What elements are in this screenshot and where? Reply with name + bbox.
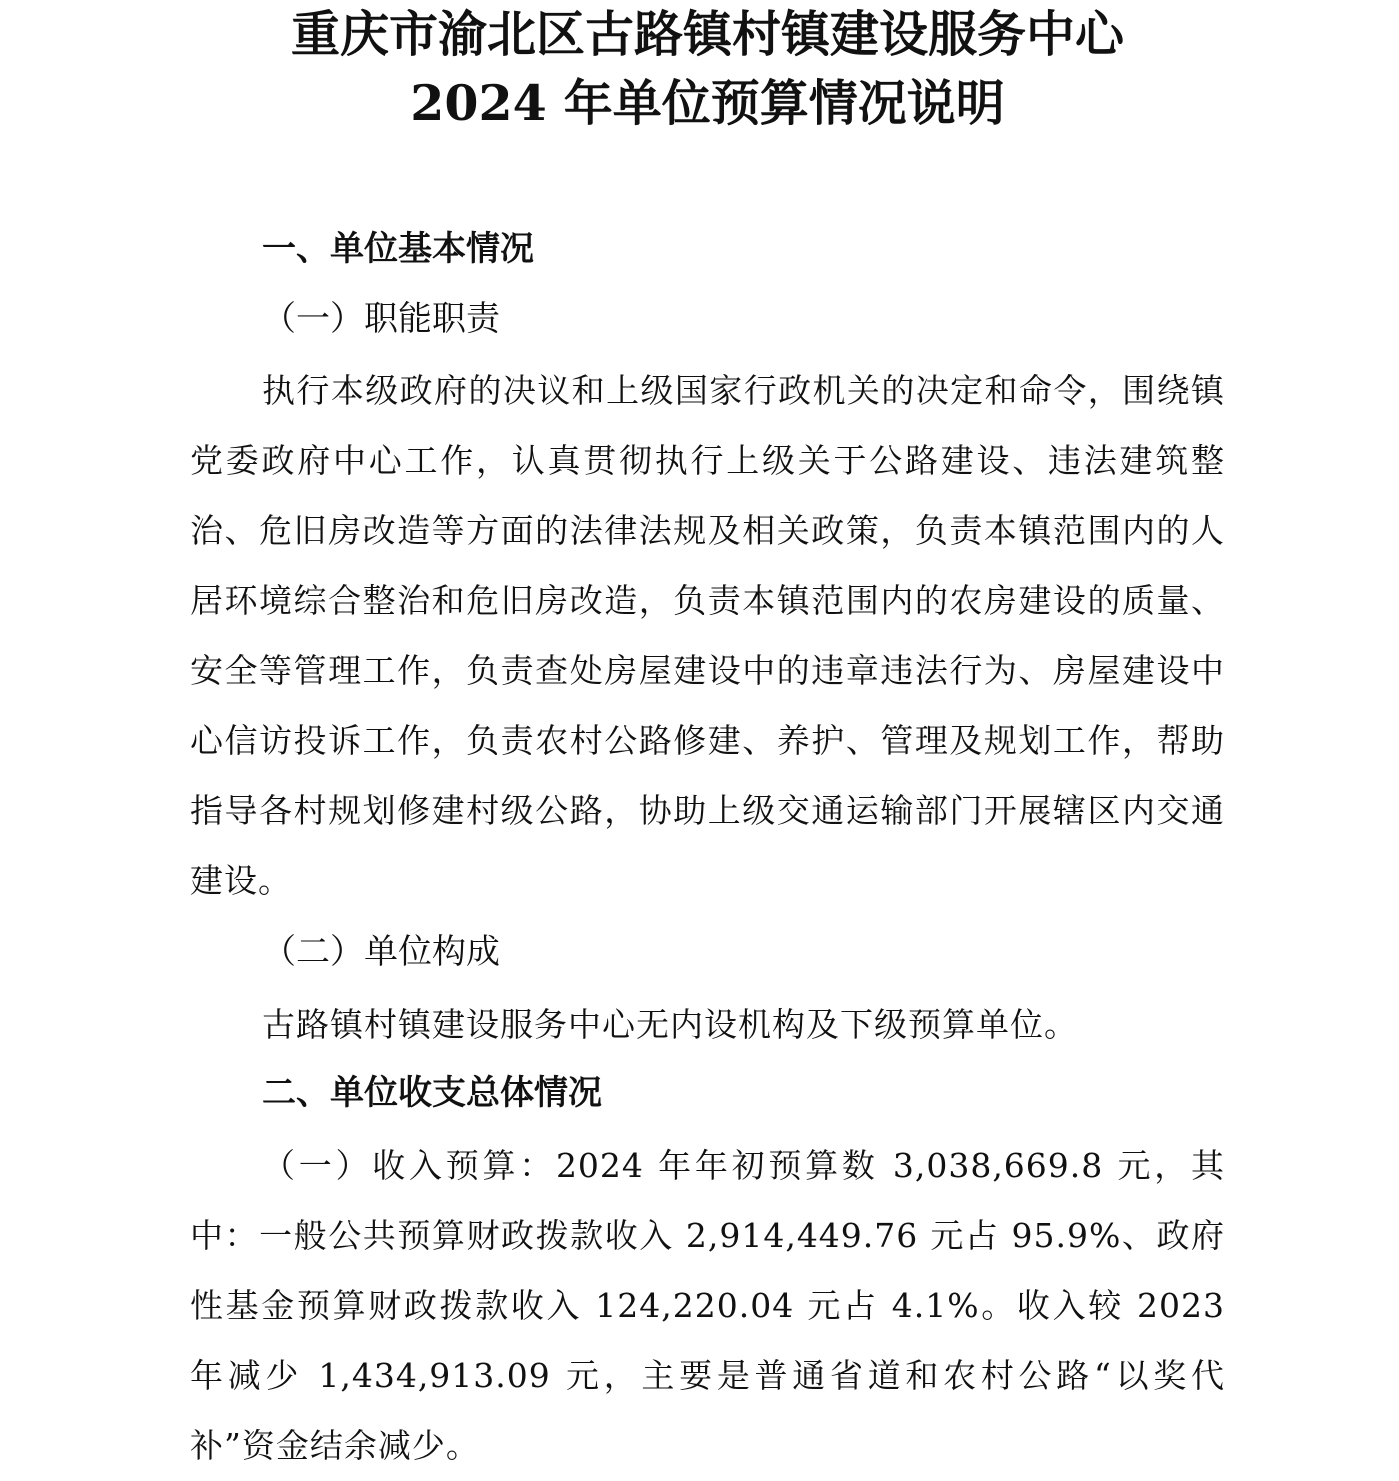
section-1-sub-1-paragraph: 执行本级政府的决议和上级国家行政机关的决定和命令，围绕镇党委政府中心工作，认真贯彻执行上级关于公路建设、违法建筑整治、危旧房改造等方面的法律法规及相关政策，负责本镇范围内的人居环境综合整治和危旧房改造，负责本镇范围内的农房建设的质量、安全等管理工作，负责查处房屋建设中的违章违法行为、房屋建设中心信访投诉工作，负责农村公路修建、养护、管理及规划工作，帮助指导各村规划修建村级公路，协助上级交通运输部门开展辖区内交通建设。 <box>190 371 1225 900</box>
document-title-line-2: 2024 年单位预算情况说明 <box>410 74 1005 132</box>
section-1-sub-2-paragraph: 古路镇村镇建设服务中心无内设机构及下级预算单位。 <box>262 1005 1078 1044</box>
section-2-sub-1-paragraph: （一）收入预算：2024 年年初预算数 3,038,669.8 元，其中：一般公共预算财政拨款收入 2,914,449.76 元占 95.9%、政府性基金预算财政拨款收入 124,220.04 元占 4.1%。收入较 2023 年减少 1,434,913.09 元，主要是普通省道和农村公路“以奖代补”资金结余减少。 <box>190 1146 1225 1465</box>
section-2-heading: 二、单位收支总体情况 <box>262 1073 602 1113</box>
section-1-sub-2-heading: （二）单位构成 <box>262 932 500 972</box>
section-1-heading: 一、单位基本情况 <box>262 229 534 269</box>
document-title-line-1: 重庆市渝北区古路镇村镇建设服务中心 <box>290 5 1124 63</box>
section-1-sub-1-heading: （一）职能职责 <box>262 299 500 339</box>
